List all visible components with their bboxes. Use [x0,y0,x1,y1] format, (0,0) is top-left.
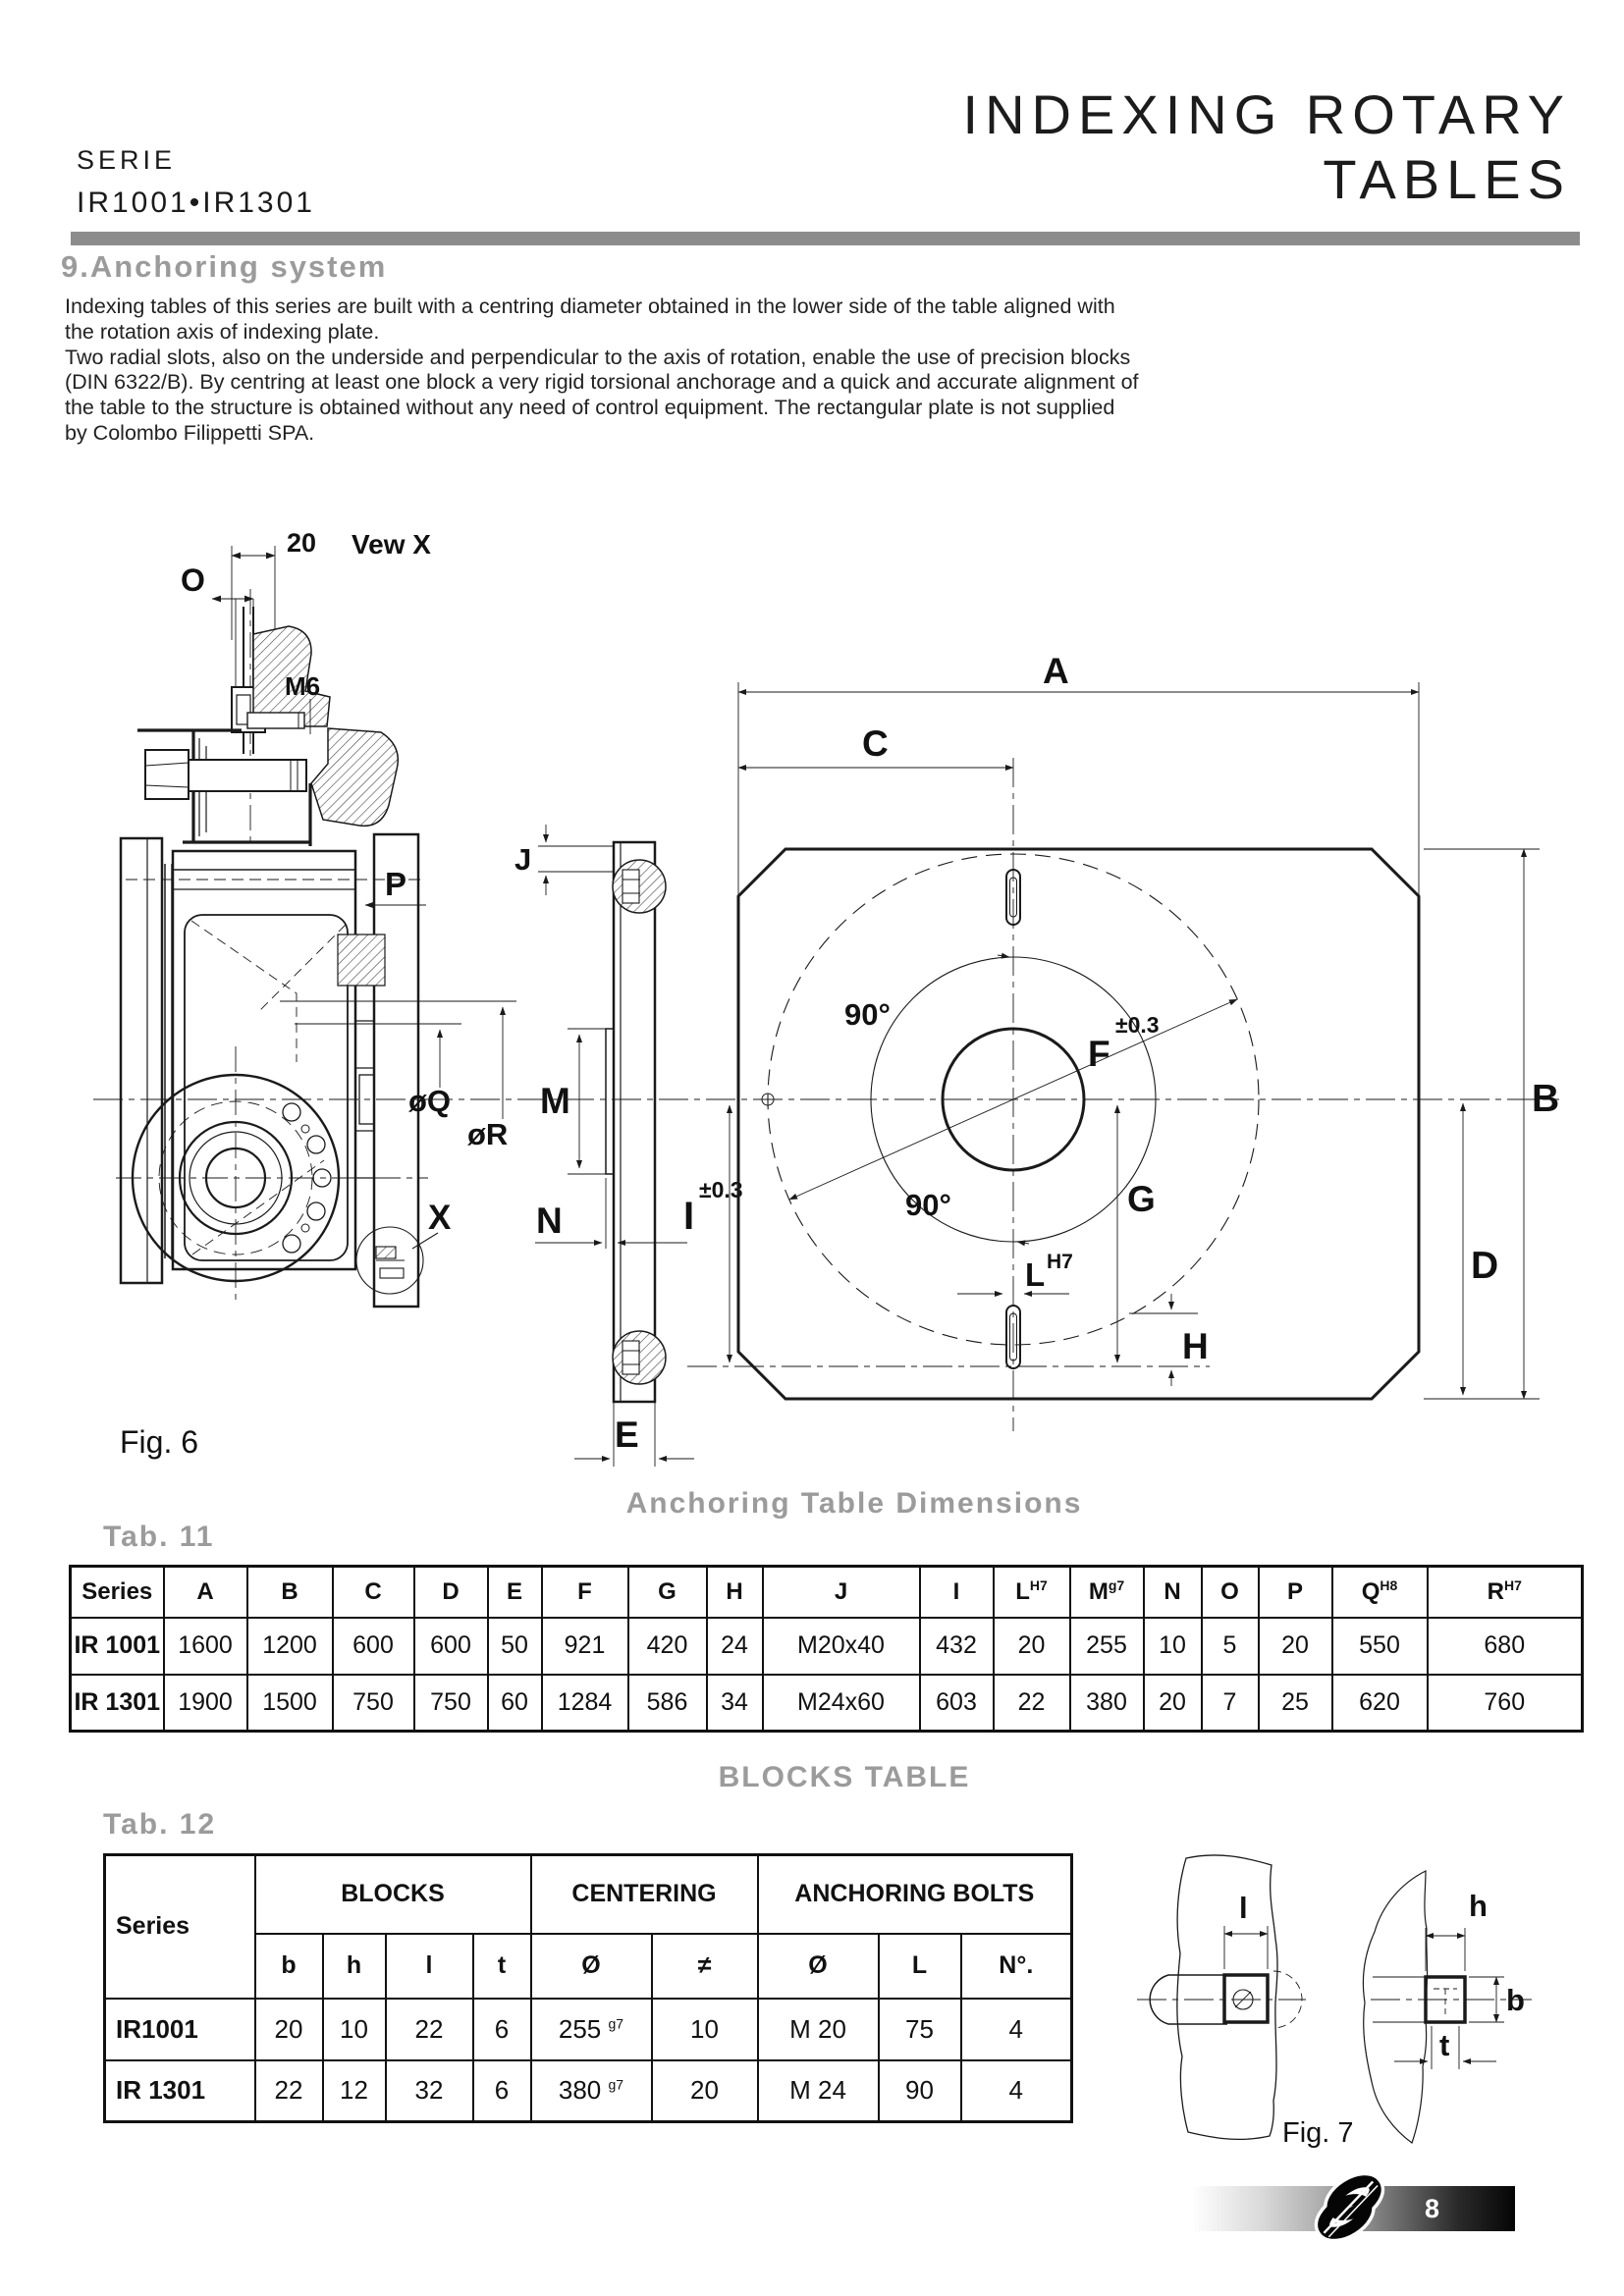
tab12-group-anchoring: ANCHORING BOLTS [758,1855,1072,1934]
tab12-subheader: l [386,1934,473,1999]
fig6-edge-view [535,825,730,1467]
tab11-cell: 600 [333,1618,414,1675]
tab12-group-blocks: BLOCKS [255,1855,531,1934]
tab12-subheader: t [473,1934,531,1999]
tab11-header-cell: $M^{g7}$ [1070,1567,1144,1618]
tab12-cell: 10 [323,1999,386,2060]
tab12-cell: 22 [386,1999,473,2060]
tab12-cell: 22 [255,2060,323,2122]
fig6-plan-view [93,682,1559,1431]
tab11-cell: 50 [488,1618,542,1675]
body-line: (DIN 6322/B). By centring at least one block a very rigid torsional anchorage and a quick and accurate alignment of [65,370,1139,395]
fig6-label-i: I [683,1195,695,1238]
fig6-label-n: N [536,1201,563,1241]
fig6-side-view [116,834,516,1307]
tab11-header-row [71,1567,1583,1618]
tab11-cell: IR 1001 [71,1618,164,1675]
tab11-header-cell: C [333,1567,414,1618]
tab11-header-cell: Series [71,1567,164,1618]
tab11-header-cell: $L^{H7}$ [994,1567,1070,1618]
fig6-label-x: X [428,1199,452,1237]
fig6-label-p: P [385,866,407,902]
fig6-view-x-label: Vew X [352,529,431,560]
tab12-cell: M 24 [758,2060,879,2122]
fig6-label-c: C [862,723,889,764]
brand-series-value: IR1001•IR1301 [77,187,315,219]
tab11-cell: 7 [1202,1675,1259,1732]
tab12-cell: 4 [961,2060,1072,2122]
tab12-subheader: Ø [758,1934,879,1999]
tab11-cell: 25 [1259,1675,1332,1732]
tab11-label: Tab. 11 [103,1521,215,1553]
tab12-cell: 6 [473,2060,531,2122]
tab11-cell: M24x60 [763,1675,920,1732]
tab11-header-cell: A [164,1567,247,1618]
tab12-cell: 32 [386,2060,473,2122]
fig6-label-f: F [1088,1034,1110,1074]
body-line: Two radial slots, also on the underside and perpendicular to the axis of rotation, enable the use of precision blocks [65,345,1131,369]
tab11-header-cell: $Q^{H8}$ [1332,1567,1428,1618]
tab11-header-cell: E [488,1567,542,1618]
tab11-header-cell: J [763,1567,920,1618]
tab11-cell: 921 [542,1618,628,1675]
tab12-cell: 255 $^{g7}$ [531,1999,652,2060]
page-title-line1: INDEXING ROTARY [962,83,1571,145]
tab11-cell: 1200 [247,1618,333,1675]
tab11-cell: 24 [707,1618,763,1675]
tab11-cell: 603 [920,1675,994,1732]
tab11-cell: 255 [1070,1618,1144,1675]
fig7-label-l: l [1239,1891,1248,1925]
tab11-cell: 760 [1428,1675,1583,1732]
tab11-cell: 620 [1332,1675,1428,1732]
tab12-title: BLOCKS TABLE [718,1761,971,1793]
tab11-cell: 750 [414,1675,488,1732]
tab11-row-ir1301 [71,1675,1583,1732]
footer-bar [1191,2186,1515,2231]
tab12-subheader: L [879,1934,961,1999]
tab11-cell: 750 [333,1675,414,1732]
fig7-caption: Fig. 7 [1282,2117,1354,2149]
tab12-row-ir1001 [105,1999,1072,2060]
tab12-label: Tab. 12 [103,1808,217,1841]
tab11-cell: 20 [994,1618,1070,1675]
fig6-label-m6: M6 [285,671,321,701]
tab11-cell: 680 [1428,1618,1583,1675]
tab11-header-cell: D [414,1567,488,1618]
tab11-cell: 550 [1332,1618,1428,1675]
blocks-table [103,1853,1073,2123]
tab11-cell: 380 [1070,1675,1144,1732]
fig6-label-l-sup: H7 [1047,1251,1073,1273]
brand-serie-label: SERIE [77,145,177,175]
tab11-cell: 586 [628,1675,707,1732]
tab12-cell: IR 1301 [105,2060,255,2122]
tab11-cell: 10 [1144,1618,1202,1675]
body-line: Indexing tables of this series are built with a centring diameter obtained in the lower side of the table aligned with [65,294,1115,318]
fig6-label-f-tol: ±0.3 [1115,1012,1160,1038]
tab12-row-ir1301 [105,2060,1072,2122]
tab11-header-cell: F [542,1567,628,1618]
tab12-series-header: Series [105,1855,255,1999]
tab11-header-cell: N [1144,1567,1202,1618]
fig6-viewx-detail [137,546,398,846]
tab11-cell: 1284 [542,1675,628,1732]
body-line: the rotation axis of indexing plate. [65,319,380,344]
tab11-cell: 22 [994,1675,1070,1732]
tab11-header-cell: B [247,1567,333,1618]
tab11-cell: 1900 [164,1675,247,1732]
tab12-subheader: b [255,1934,323,1999]
tab11-cell: 20 [1144,1675,1202,1732]
fig6-label-b: B [1532,1078,1560,1120]
tab12-cell: 12 [323,2060,386,2122]
fig6-label-phi-q: øQ [408,1084,452,1118]
page-title-line2: TABLES [1323,148,1571,210]
tab12-cell: 10 [652,1999,758,2060]
page-number: 8 [1425,2194,1440,2223]
fig6-label-e: E [615,1415,639,1455]
tab11-title: Anchoring Table Dimensions [625,1487,1083,1520]
fig6-label-phi-r: øR [467,1117,509,1151]
fig6-label-h: H [1182,1326,1209,1366]
tab12-cell: 20 [652,2060,758,2122]
tab12-subheader: Ø [531,1934,652,1999]
tab11-cell: 5 [1202,1618,1259,1675]
fig7-label-t: t [1439,2028,1450,2062]
fig6-label-l: L [1025,1256,1046,1293]
section-title: 9.Anchoring system [61,249,388,284]
fig6-label-i-tol: ±0.3 [699,1177,743,1202]
tab11-cell: 600 [414,1618,488,1675]
tab11-cell: 34 [707,1675,763,1732]
tab11-header-cell: O [1202,1567,1259,1618]
tab11-header-cell: P [1259,1567,1332,1618]
fig6-dim-20: 20 [287,528,317,558]
fig6-label-m: M [540,1081,570,1121]
tab11-cell: 60 [488,1675,542,1732]
tab12-subheader: ≠ [652,1934,758,1999]
fig6-caption: Fig. 6 [120,1424,199,1460]
tab12-cell: 380 $^{g7}$ [531,2060,652,2122]
body-line: the table to the structure is obtained without any need of control equipment. The rectangular plate is not supplied [65,396,1115,420]
tab12-subheader: h [323,1934,386,1999]
anchoring-dimensions-table [69,1565,1584,1733]
body-line: by Colombo Filippetti SPA. [65,420,315,445]
fig6-label-angle-bottom: 90° [905,1188,951,1222]
tab12-cell: 6 [473,1999,531,2060]
fig6-label-d: D [1471,1245,1499,1287]
tab11-cell: 1500 [247,1675,333,1732]
tab11-cell: 20 [1259,1618,1332,1675]
tab12-cell: M 20 [758,1999,879,2060]
fig6-label-o: O [181,562,205,598]
tab11-cell: IR 1301 [71,1675,164,1732]
tab11-cell: 432 [920,1618,994,1675]
tab12-cell: 20 [255,1999,323,2060]
tab11-header-cell: G [628,1567,707,1618]
fig7-label-b: b [1506,1983,1525,2017]
tab11-header-cell: $R^{H7}$ [1428,1567,1583,1618]
fig6-label-a: A [1043,651,1069,691]
company-logo-icon [1301,2170,1395,2247]
tab11-header-cell: I [920,1567,994,1618]
tab12-group-centering: CENTERING [531,1855,758,1934]
fig7-label-h: h [1469,1889,1488,1923]
tab12-cell: 75 [879,1999,961,2060]
tab11-header-cell: H [707,1567,763,1618]
fig6-label-j: J [514,842,532,877]
fig6-label-g: G [1127,1179,1156,1219]
fig6-label-angle-top: 90° [844,997,891,1032]
tab11-cell: 420 [628,1618,707,1675]
tab12-cell: IR1001 [105,1999,255,2060]
tab12-subheader: N°. [961,1934,1072,1999]
tab11-cell: M20x40 [763,1618,920,1675]
tab12-group-header-row [105,1855,1072,1934]
tab12-cell: 4 [961,1999,1072,2060]
tab12-cell: 90 [879,2060,961,2122]
tab11-row-ir1001 [71,1618,1583,1675]
tab11-cell: 1600 [164,1618,247,1675]
